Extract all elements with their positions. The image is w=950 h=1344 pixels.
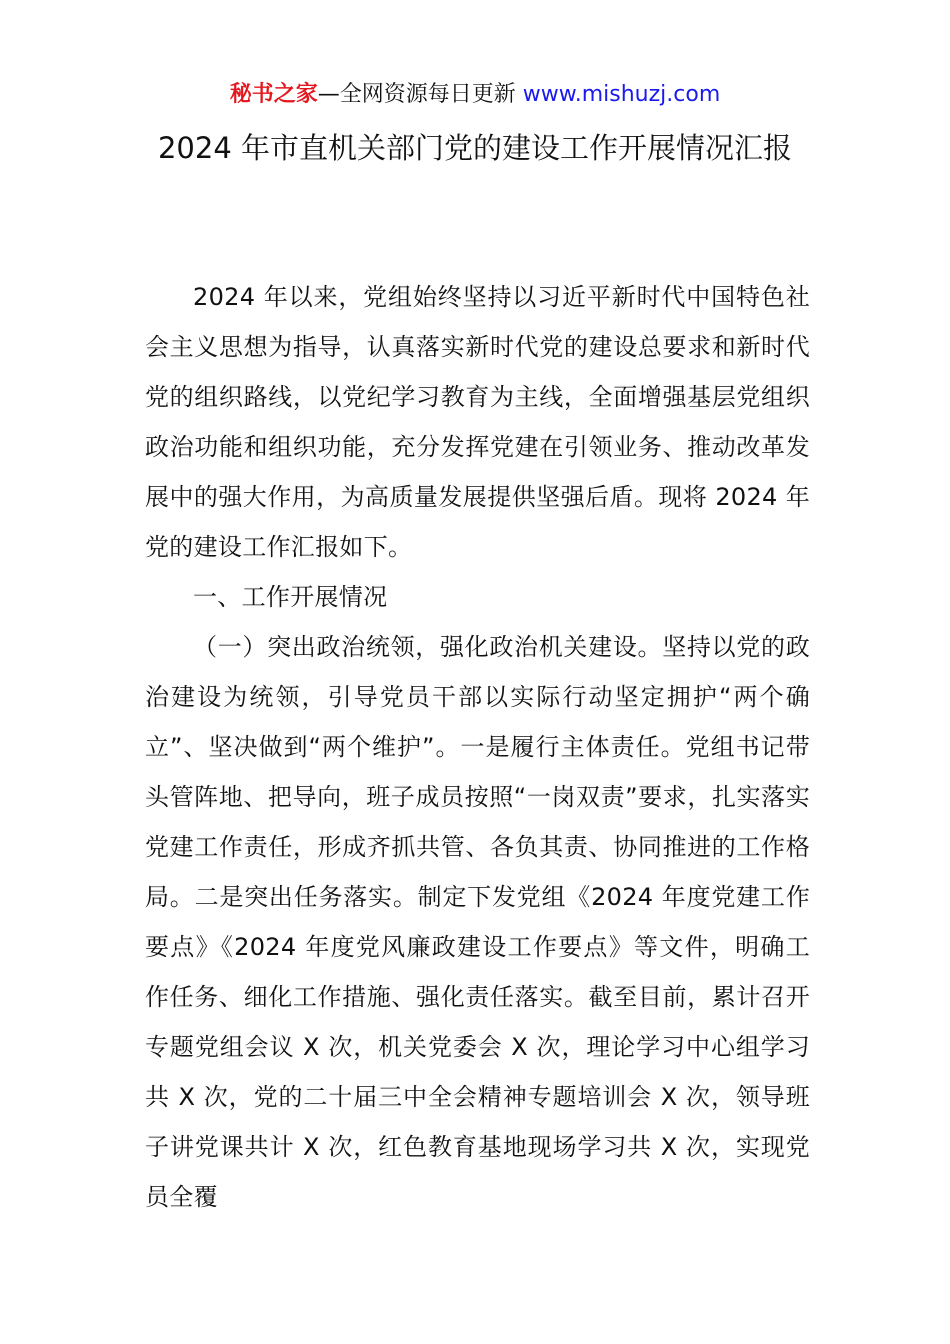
document-body bbox=[145, 272, 810, 1222]
section-heading: 一、工作开展情况 bbox=[193, 583, 388, 611]
site-header bbox=[0, 78, 950, 112]
site-tagline: —全网资源每日更新 bbox=[317, 82, 516, 107]
site-url-link[interactable]: www.mishuzj.com bbox=[522, 82, 721, 107]
intro-paragraph: 2024 年以来，党组始终坚持以习近平新时代中国特色社会主义思想为指导，认真落实新时代党的建设总要求和新时代党的组织路线，以党纪学习教育为主线，全面增强基层党组织政治功能和组织功能，充分发挥党建在引领业务、推动改革发展中的强大作用，为高质量发展提供坚强后盾。现将 2024 年党的建设工作汇报如下。 bbox=[145, 283, 810, 561]
site-brand: 秘书之家 bbox=[229, 82, 318, 107]
document-title: 2024 年市直机关部门党的建设工作开展情况汇报 bbox=[157, 131, 793, 165]
section-paragraph: （一）突出政治统领，强化政治机关建设。坚持以党的政治建设为统领，引导党员干部以实际行动坚定拥护“两个确立”、坚决做到“两个维护”。一是履行主体责任。党组书记带头管阵地、把导向，班子成员按照“一岗双责”要求，扎实落实党建工作责任，形成齐抓共管、各负其责、协同推进的工作格局。二是突出任务落实。制定下发党组《2024 年度党建工作要点》《2024 年度党风廉政建设工作要点》等文件，明确工作任务、细化工作措施、强化责任落实。截至目前，累计召开专题党组会议 X 次，机关党委会 X 次，理论学习中心组学习共 X 次，党的二十届三中全会精神专题培训会 X 次，领导班子讲党课共计 X 次，红色教育基地现场学习共 X 次，实现党员全覆 bbox=[145, 633, 810, 1211]
